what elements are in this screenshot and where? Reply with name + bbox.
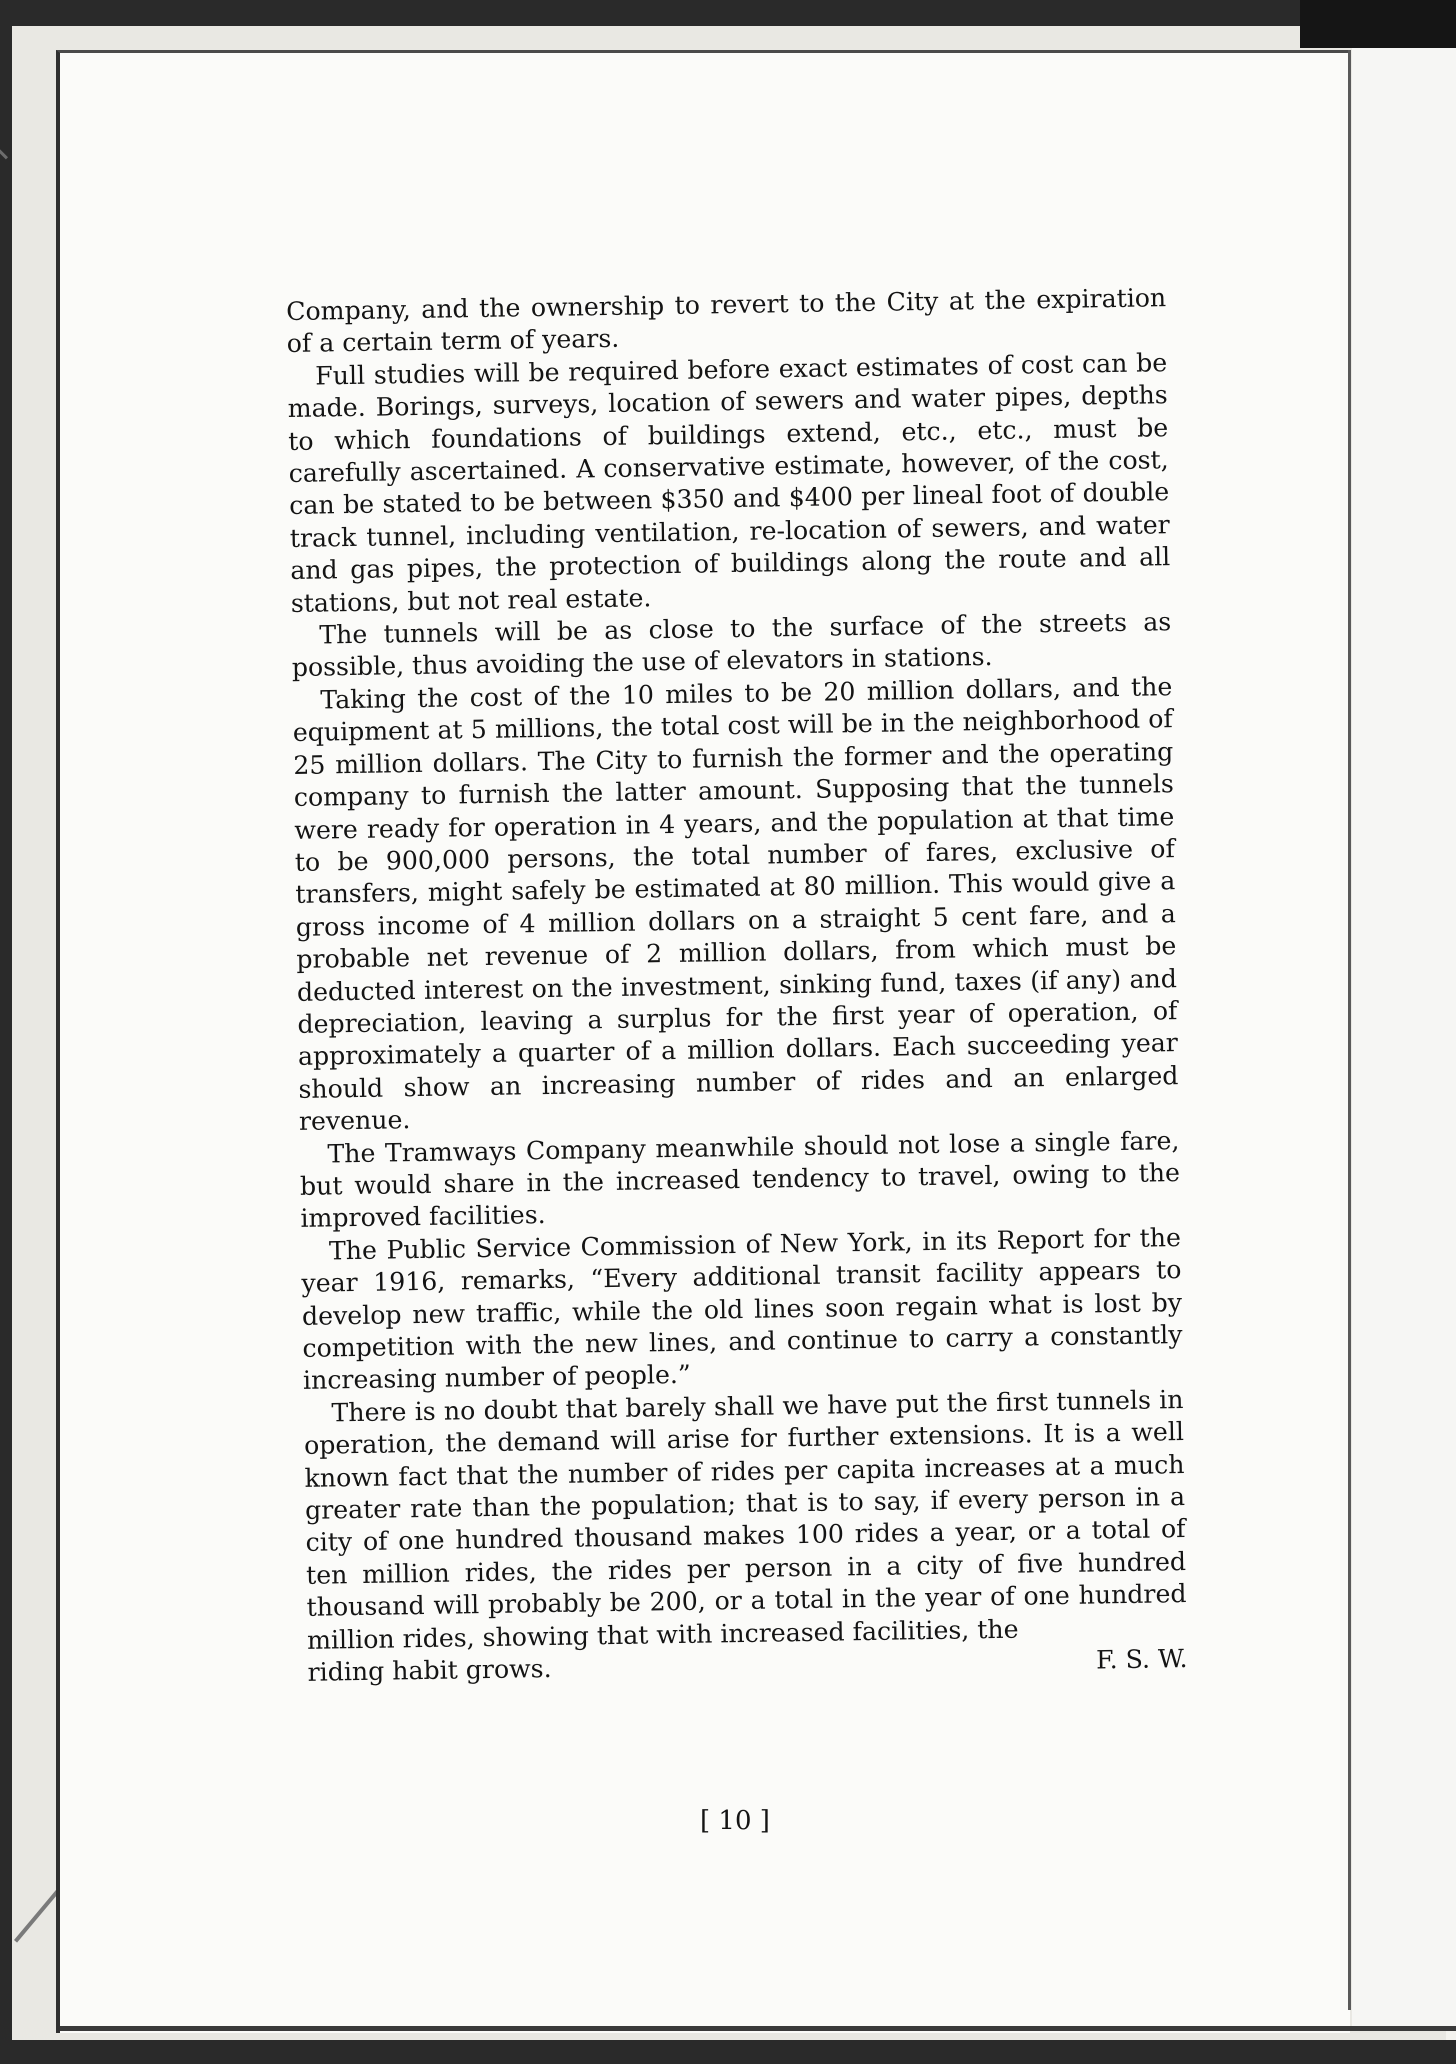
paragraph-4: Taking the cost of the 10 miles to be 20 million dollars, and the equipment at 5 millions, the total cost will be in the neighborhood of 25 million dollars. The City to furnish the former and the operating company to furnish the latter amount. Supposing that the tunnels were ready for operation in 4 years, and the population at that time to be 900,000 persons, the total number of fares, exclusive of transfers, might safely be estimated at 80 million. This would give a gross income of 4 million dollars on a straight 5 cent fare, and a probable net revenue of 2 million dollars, from which must be deducted interest on the investment, sinking fund, taxes (if any) and depreciation, leaving a surplus for the first year of operation, of approximately a quarter of a million dollars. Each succeeding year should show an increasing number of rides and an enlarged revenue. xyxy=(292,672,1179,1137)
page-gutter-line xyxy=(1348,50,1351,2010)
scan-left-border xyxy=(0,0,12,2064)
page-bottom-edge xyxy=(60,2026,1456,2031)
scan-bottom-border xyxy=(0,2040,1456,2064)
author-signature: F. S. W. xyxy=(1095,1644,1188,1675)
paragraph-7: There is no doubt that barely shall we have put the first tunnels in operation, the demand will arise for further extensions. It is a well known fact that the number of rides per capita increases at a much greater rate than the population; that is to say, if every person in a city of one hundred thousand makes 100 rides a year, or a total of ten million rides, the rides per person in a city of five hundred thousand will probably be 200, or a total in the year of one hundred million rides, showing that with increased facilities, the xyxy=(303,1384,1187,1655)
body-text xyxy=(286,282,1188,1689)
paragraph-3: The tunnels will be as close to the surface of the streets as possible, thus avoiding the use of elevators in stations. xyxy=(291,607,1172,683)
facing-page-edge xyxy=(1352,48,1456,2028)
scan-top-border xyxy=(0,0,1456,26)
paragraph-1: Company, and the ownership to revert to the City at the expiration of a certain term of years. xyxy=(286,283,1167,359)
page-number: [ 10 ] xyxy=(700,1806,770,1836)
paragraph-5: The Tramways Company meanwhile should not lose a single fare, but would share in the increased tendency to travel, owing to the improved facilities. xyxy=(299,1125,1181,1234)
paragraph-2: Full studies will be required before exact estimates of cost can be made. Borings, surveys, location of sewers and water pipes, depths to which foundations of buildings extend, etc., etc., must be carefully ascertained. A conservative estimate, however, of the cost, can be stated to be between $350 and $400 per lineal foot of double track tunnel, including ventilation, re-location of sewers, and water and gas pipes, the protection of buildings along the route and all stations, but not real estate. xyxy=(287,347,1171,618)
scan-top-right-corner xyxy=(1300,0,1456,48)
closing-text: riding habit grows. xyxy=(307,1654,552,1687)
paragraph-6: The Public Service Commission of New York, in its Report for the year 1916, remarks, “Every additional transit facility appears to develop new traffic, while the old lines soon regain what is lost by competition with the new lines, and continue to carry a constantly increasing number of people.” xyxy=(301,1222,1183,1396)
